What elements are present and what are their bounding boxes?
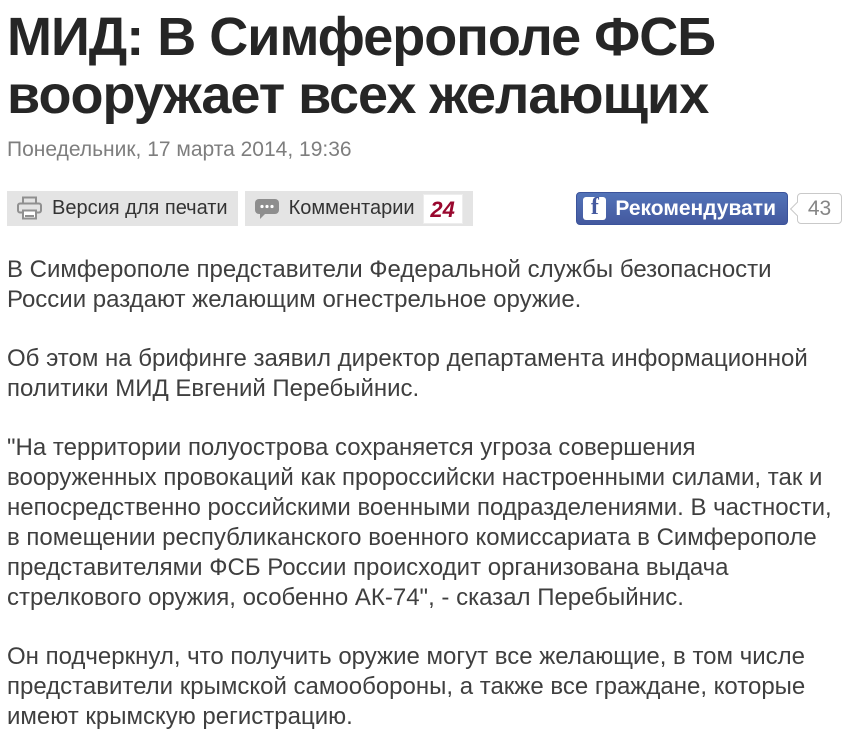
- speech-bubble-icon: [254, 198, 280, 220]
- comments-count-badge: 24: [423, 194, 463, 224]
- comments-button[interactable]: [245, 191, 473, 226]
- article-title: МИД: В Симферополе ФСБ вооружает всех желающих: [7, 7, 716, 125]
- toolbar: [7, 191, 842, 227]
- article-paragraph-4: Он подчеркнул, что получить оружие могут все желающие, в том числе представители крымской самообороны, а также все граждане, которые имеют крымскую регистрацию.: [7, 643, 806, 730]
- facebook-count-value: 43: [807, 196, 832, 220]
- article-date: Понедельник, 17 марта 2014, 19:36: [7, 138, 352, 161]
- article-paragraph-3: "На территории полуострова сохраняется угроза совершения вооруженных провокаций как пророссийски настроенными силами, так и непосредственно российскими военными подразделениями. В частности, в помещении республиканского военного комиссариата в Симферополе представителями ФСБ России происходит организована выдача стрелкового оружия, особенно АК-74", - сказал Перебыйнис.: [7, 434, 832, 611]
- article-paragraph-2: Об этом на брифинге заявил директор департамента информационной политики МИД Евгений Перебыйнис.: [7, 345, 808, 402]
- article-paragraph-1: В Симферополе представители Федеральной службы безопасности России раздают желающим огнестрельное оружие.: [7, 256, 772, 313]
- facebook-widget: [576, 192, 842, 225]
- facebook-recommend-label: Рекомендувати: [615, 196, 776, 220]
- article-body: [7, 255, 842, 732]
- comments-label: Комментарии: [288, 197, 415, 219]
- facebook-recommend-button[interactable]: [576, 192, 788, 225]
- print-version-button[interactable]: [7, 191, 238, 226]
- toolbar-left-group: [7, 191, 473, 226]
- facebook-count-bubble: [797, 193, 842, 224]
- facebook-f-icon: f: [583, 197, 606, 220]
- printer-icon: [16, 196, 43, 221]
- count-bubble-caret: [790, 202, 804, 216]
- print-version-label: Версия для печати: [52, 197, 228, 219]
